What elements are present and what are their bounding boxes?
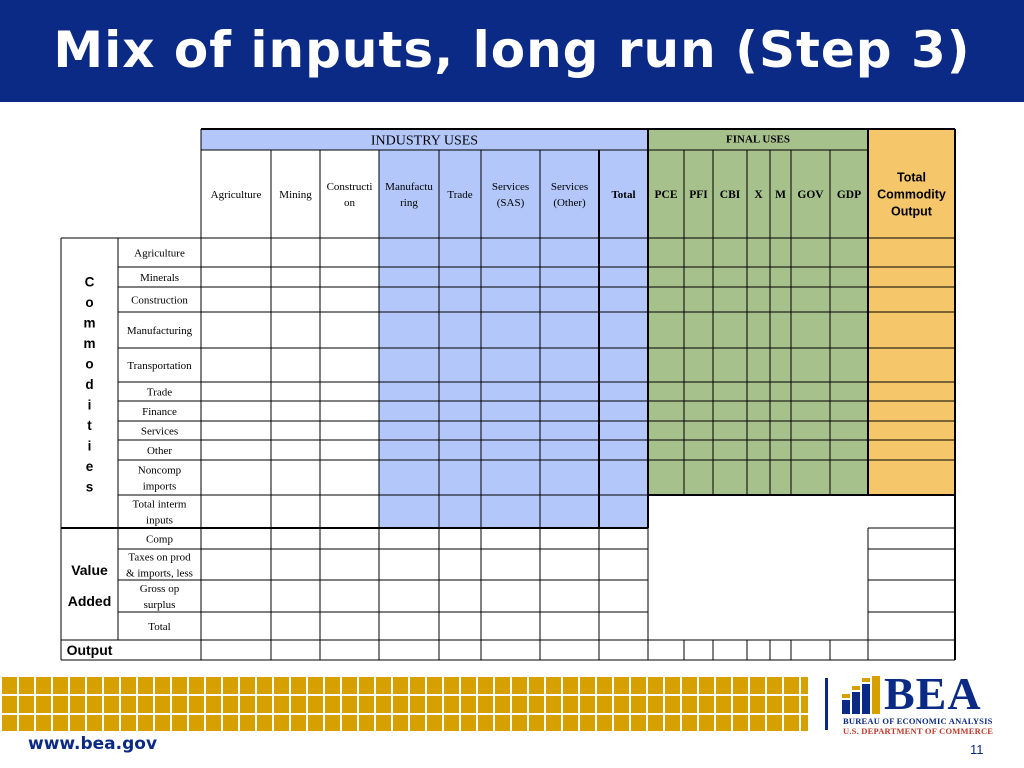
commodities-vertical-letter: m	[83, 315, 96, 331]
commodities-vertical-letter: i	[87, 397, 92, 413]
value-added-row-label: Taxes on prod & imports, less	[126, 551, 193, 580]
final-column-header: PFI	[689, 189, 708, 202]
bea-logo-icon	[842, 676, 882, 714]
commodity-row-label: Construction	[131, 294, 188, 307]
page-number: 11	[970, 742, 984, 757]
commodity-row-label: Minerals	[139, 271, 180, 284]
value-added-row-label: Comp	[146, 533, 173, 546]
commodities-vertical-letter: o	[85, 295, 94, 311]
industry-column-header: Agriculture	[210, 188, 262, 201]
final-column-header: M	[775, 189, 786, 202]
final-column-header: X	[754, 189, 763, 202]
bea-logo-text: BEA	[884, 668, 982, 719]
final-column-header: CBI	[719, 189, 741, 202]
bea-logo-subtitle: BUREAU OF ECONOMIC ANALYSIS	[843, 716, 993, 726]
bea-logo-department: U.S. DEPARTMENT OF COMMERCE	[843, 726, 994, 736]
commodity-row-label: Trade	[146, 386, 173, 399]
commodities-vertical-letter: d	[85, 377, 94, 393]
value-added-label: Value	[71, 561, 108, 578]
industry-uses-label: INDUSTRY USES	[370, 133, 479, 149]
commodity-row-label: Agriculture	[134, 247, 185, 260]
final-column-header: GDP	[836, 189, 862, 202]
commodity-row-label: Noncomp imports	[137, 464, 182, 493]
output-label: Output	[66, 641, 113, 658]
commodity-row-label: Transportation	[127, 359, 192, 372]
value-added-row-label: Total	[148, 620, 171, 633]
commodity-row-label: Manufacturing	[126, 324, 193, 337]
industry-header-shaded	[379, 150, 599, 238]
commodities-vertical-letter: C	[84, 274, 95, 290]
value-added-row-label: Gross op surplus	[139, 582, 180, 611]
industry-column-header: Services (Other)	[550, 180, 589, 209]
value-added-label: Added	[67, 592, 112, 609]
final-uses-label: FINAL USES	[726, 133, 790, 146]
industry-column-header: Services (SAS)	[491, 180, 530, 209]
final-column-header: GOV	[797, 189, 824, 202]
industry-column-header: Total	[611, 188, 636, 201]
commodity-row-label: Services	[140, 425, 179, 438]
decorative-stripe-band	[2, 675, 808, 731]
commodities-vertical-letter: o	[85, 356, 94, 372]
industry-column-header: Mining	[279, 188, 312, 201]
commodities-vertical-letter: t	[87, 418, 92, 434]
industry-column-header: Manufactu ring	[385, 180, 433, 209]
commodity-row-label: Other	[146, 444, 173, 457]
logo-divider	[825, 678, 828, 730]
total-commodity-output-label: Total Commodity Output	[877, 170, 946, 219]
commodities-vertical-letter: m	[83, 336, 96, 352]
industry-column-header: Constructi on	[326, 180, 373, 209]
industry-body-shaded	[379, 238, 648, 528]
commodities-vertical-letter: i	[87, 438, 92, 454]
commodity-row-label: Total interm inputs	[132, 498, 187, 527]
industry-column-header: Trade	[447, 188, 473, 201]
footer-url-link[interactable]: www.bea.gov	[28, 734, 158, 754]
commodities-vertical-letter: s	[85, 479, 94, 495]
commodities-vertical-letter: e	[85, 459, 94, 475]
final-column-header: PCE	[654, 189, 678, 202]
slide-title: Mix of inputs, long run (Step 3)	[53, 21, 971, 79]
commodity-row-label: Finance	[142, 405, 177, 418]
